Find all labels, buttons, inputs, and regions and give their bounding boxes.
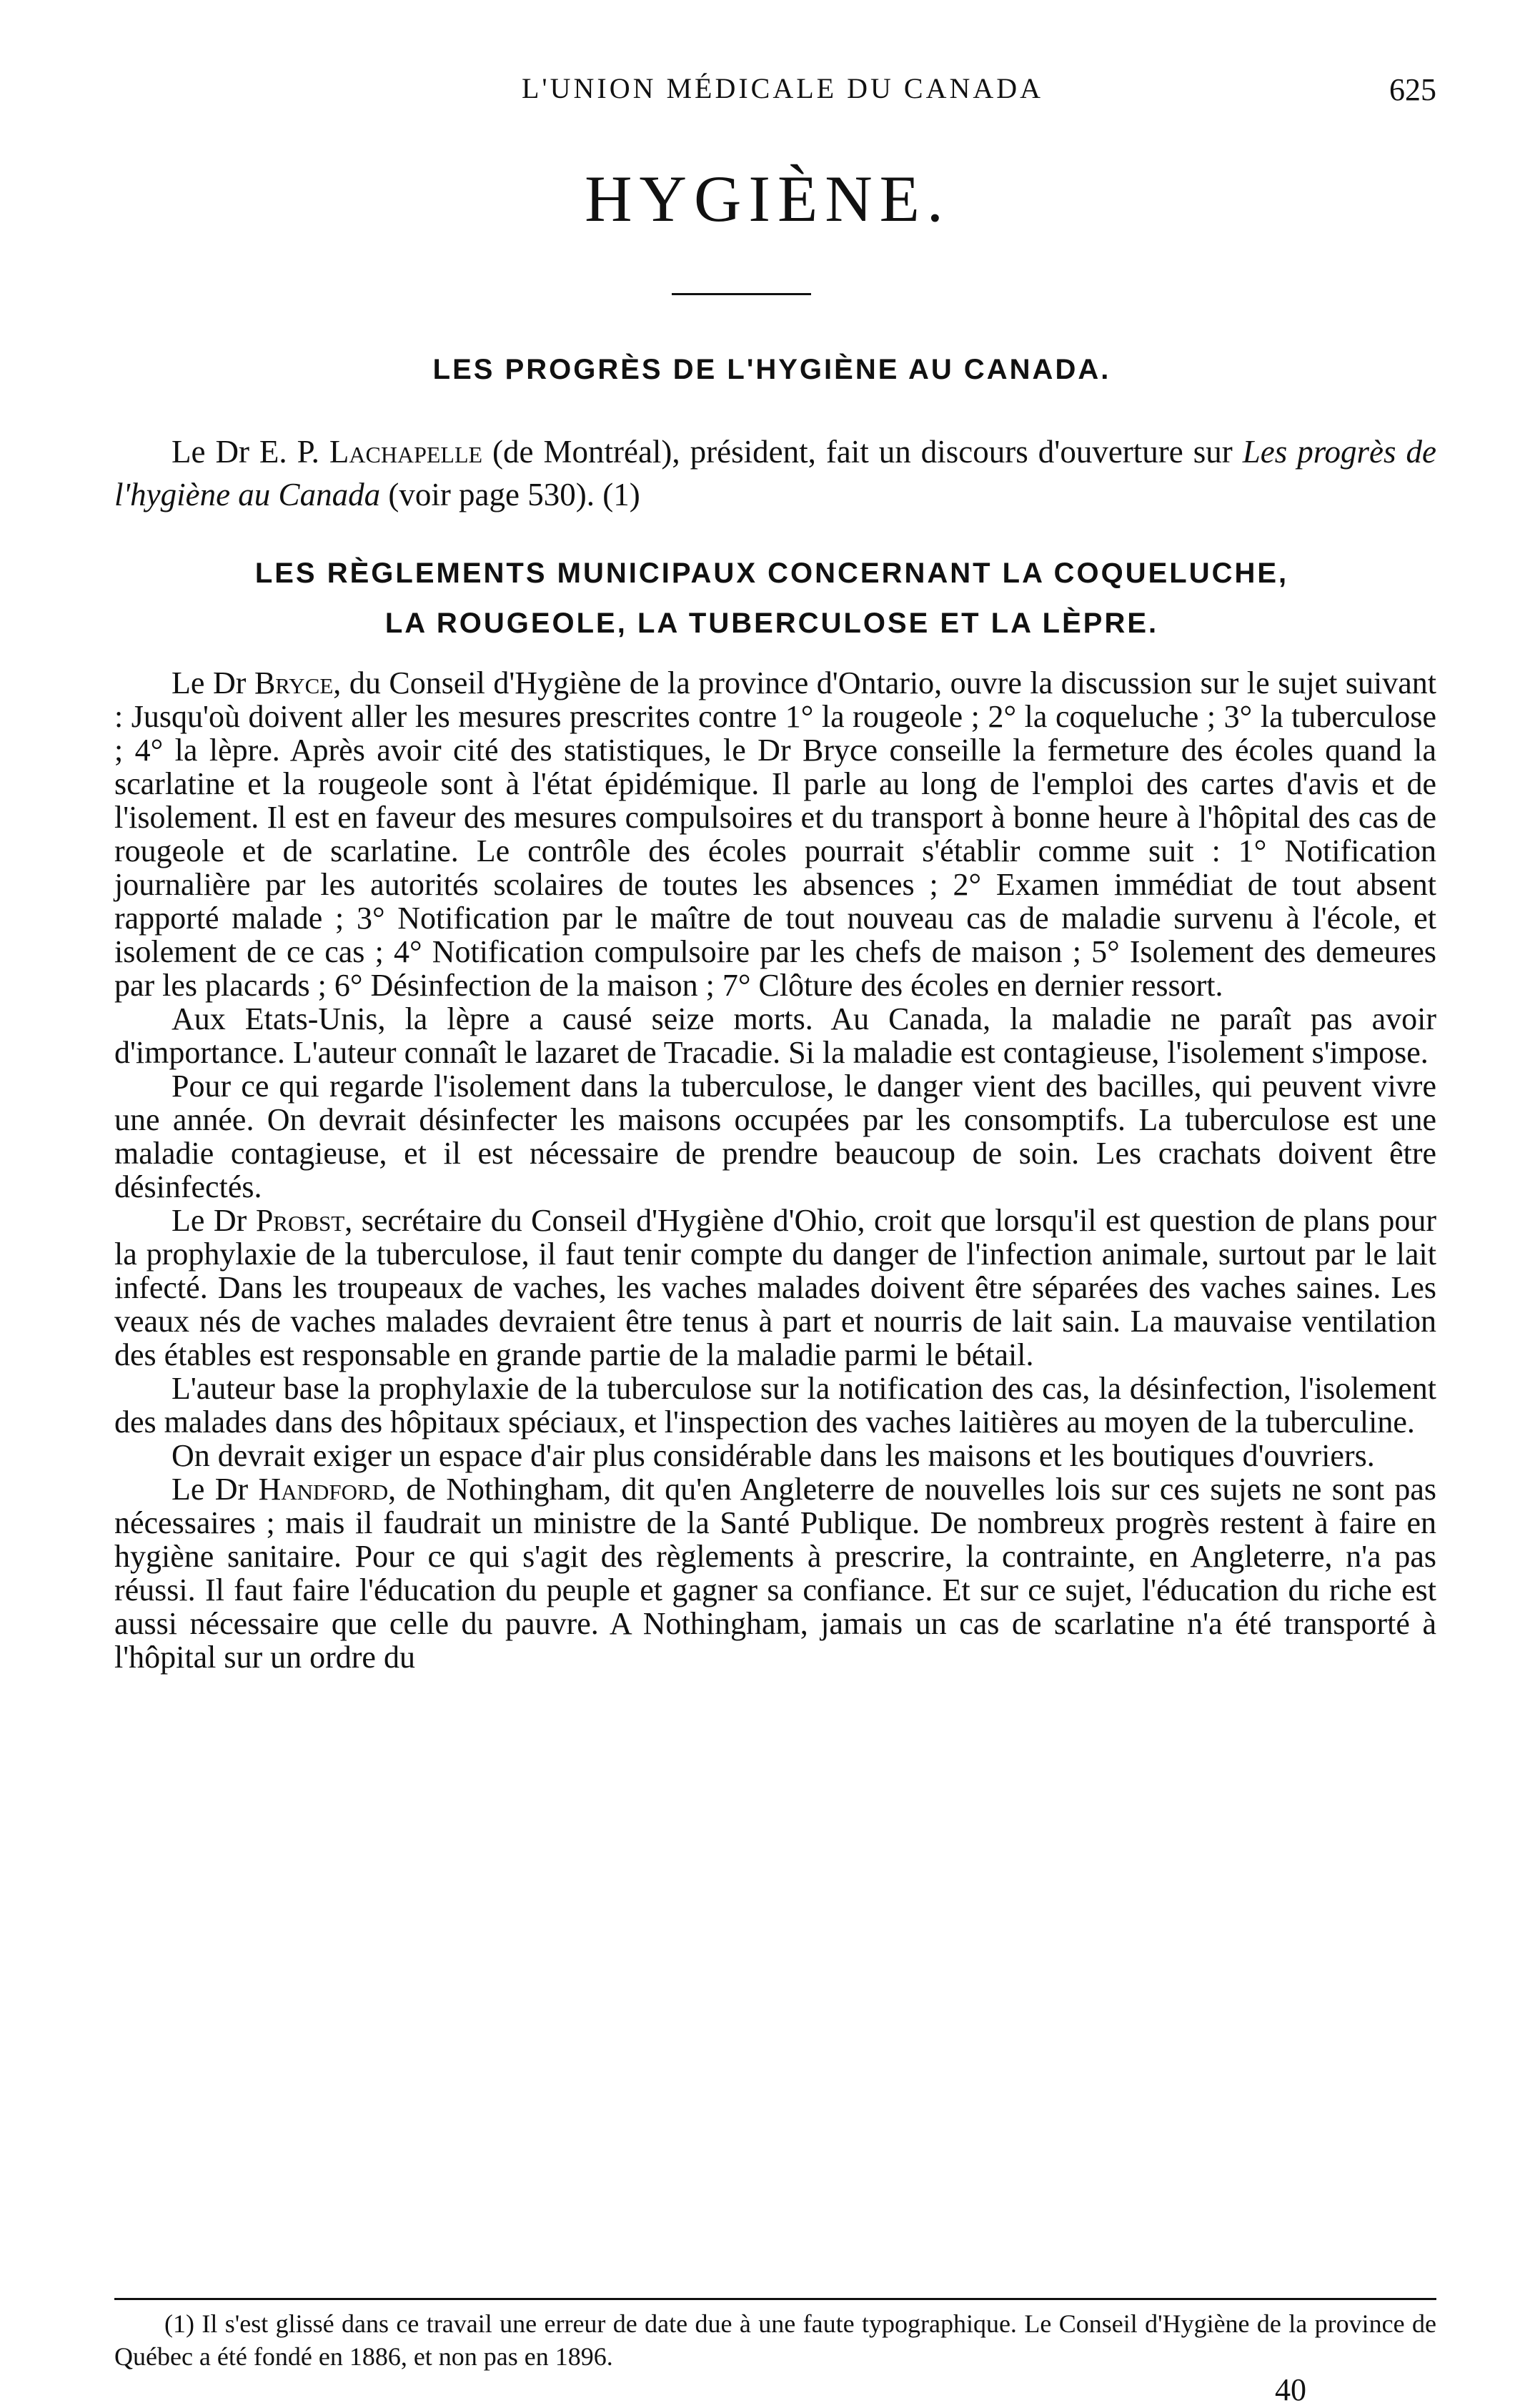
title-rule <box>672 293 811 295</box>
text-run: (voir page 530). (1) <box>380 477 640 512</box>
text-run: Le Dr <box>172 1472 259 1507</box>
text-run: , du Conseil d'Hygiène de la province d'Ontario, ouvre la discussion sur le sujet suivant : Jusqu'où doivent aller les mesures prescrites contre 1° la rougeole ; 2° la coqueluche ; 3° la tuberculose ; 4° la lèpre. Après avoir cité des statistiques, le Dr Bryce conseille la fermeture des écoles quand la scarlatine et la rougeole sont à l'état épidémique. Il parle au long de l'emploi des cartes d'avis et de l'isolement. Il est en faveur des mesures compulsoires et du transport à bonne heure à l'hôpital des cas de rougeole et de scarlatine. Le contrôle des écoles pourrait s'établir comme suit : 1° Notification journalière par les autorités scolaires de toutes les absences ; 2° Examen immédiat de tout absent rapporté malade ; 3° Notification par le maître de tout nouveau cas de maladie survenu à l'école, et isolement de ce cas ; 4° Notification compulsoire par les chefs de maison ; 5° Isolement des demeures par les placards ; 6° Désinfection de la maison ; 7° Clôture des écoles en dernier ressort. <box>114 665 1436 1003</box>
footnote <box>114 2307 1436 2373</box>
footnote-rule <box>114 2298 1436 2300</box>
text-run: Le Dr <box>172 665 254 700</box>
article1-paragraph <box>114 430 1436 516</box>
paragraph <box>114 1472 1436 1674</box>
article2-title-line2: LA ROUGEOLE, LA TUBERCULOSE ET LA LÈPRE. <box>384 608 1159 639</box>
running-head <box>129 71 1436 114</box>
text-run: , de Nothingham, dit qu'en Angleterre de nouvelles lois sur ces sujets ne sont pas nécessaires ; mais il faudrait un ministre de la Santé Publique. De nombreux progrès restent à faire en hygiène sanitaire. Pour ce qui s'agit des règlements à prescrire, la contrainte, en Angleterre, n'a pas réussi. Il faut faire l'éducation du peuple et gagner sa confiance. Et sur ce sujet, l'éducation du riche est aussi nécessaire que celle du pauvre. A Nothingham, jamais un cas de scarlatine n'a été transporté à l'hôpital sur un ordre du <box>114 1472 1437 1675</box>
paragraph <box>114 1204 1436 1372</box>
article1-body <box>114 430 1436 516</box>
section-title: HYGIÈNE. <box>585 162 950 235</box>
text-run: Le Dr <box>172 1203 256 1238</box>
text-run: , secrétaire du Conseil d'Hygiène d'Ohio, croit que lorsqu'il est question de plans pour la prophylaxie de la tuberculose, il faut tenir compte du danger de l'infection animale, surtout par le lait infecté. Dans les troupeaux de vaches, les vaches malades doivent être séparées des vaches saines. Les veaux nés de vaches malades devraient être tenus à part et nourris de lait sain. La mauvaise ventilation des étables est responsable en grande partie de la maladie parmi le bétail. <box>114 1203 1436 1372</box>
signature-mark: 40 <box>1275 2372 1306 2407</box>
paragraph: L'auteur base la prophylaxie de la tuberculose sur la notification des cas, la désinfection, l'isolement des malades dans des hôpitaux spéciaux, et l'inspection des vaches laitières au moyen de la tuberculine. <box>114 1371 1436 1440</box>
page-number: 625 <box>1389 72 1436 107</box>
journal-title: L'UNION MÉDICALE DU CANADA <box>521 72 1044 104</box>
text-run: (de Montréal), président, fait un discours d'ouverture sur <box>482 434 1243 470</box>
work-title: Les progrès de l'hygiène au Canada <box>114 434 1436 512</box>
author-name: Bryce <box>254 665 334 700</box>
paragraph: Pour ce qui regarde l'isolement dans la tuberculose, le danger vient des bacilles, qui peuvent vivre une année. On devrait désinfecter les maisons occupées par les consomptifs. La tuberculose est une maladie contagieuse, et il est nécessaire de prendre beaucoup de soin. Les crachats doivent être désinfectés. <box>114 1069 1436 1204</box>
article1-title: LES PROGRÈS DE L'HYGIÈNE AU CANADA. <box>432 354 1111 385</box>
author-name: Handford <box>258 1472 389 1507</box>
paragraph <box>114 666 1436 1002</box>
article2-body <box>114 666 1436 1674</box>
author-name: Probst <box>255 1203 345 1238</box>
text-run: Le Dr E. P. <box>172 434 329 470</box>
paragraph: Aux Etats-Unis, la lèpre a causé seize morts. Au Canada, la maladie ne paraît pas avoir d'importance. L'auteur connaît le lazaret de Tracadie. Si la maladie est contagieuse, l'isolement s'impose. <box>114 1001 1436 1070</box>
paragraph: On devrait exiger un espace d'air plus considérable dans les maisons et les boutiques d'ouvriers. <box>172 1438 1375 1473</box>
author-name: Lachapelle <box>329 434 483 470</box>
footnote-text: (1) Il s'est glissé dans ce travail une erreur de date due à une faute typographique. Le Conseil d'Hygiène de la province de Québec a été fondé en 1886, et non pas en 1896. <box>114 2309 1436 2371</box>
article2-title-line1: LES RÈGLEMENTS MUNICIPAUX CONCERNANT LA COQUELUCHE, <box>254 558 1289 589</box>
